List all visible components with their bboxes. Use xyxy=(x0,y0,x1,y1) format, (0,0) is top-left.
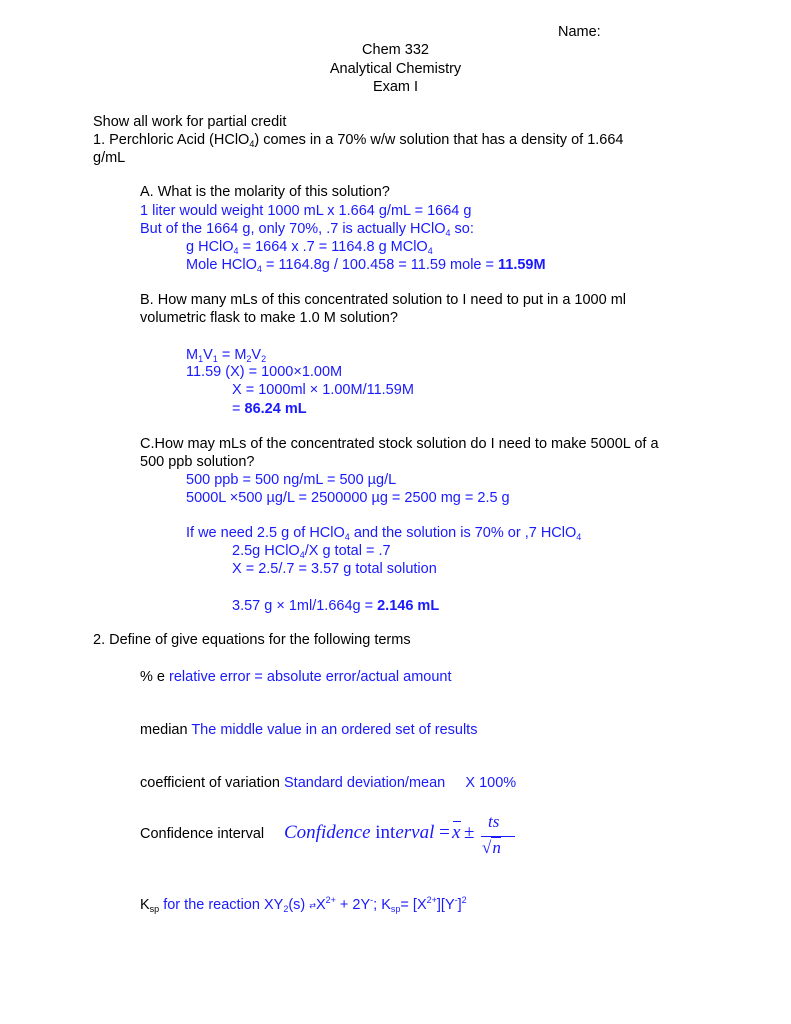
term-confidence-interval: Confidence interval xyxy=(140,826,265,842)
q1a-answer-line: But of the 1664 g, only 70%, .7 is actually HClO$_4$ so: xyxy=(140,221,474,238)
q1b-answer-line: 11.59 (X) = 1000×1.00M xyxy=(186,364,343,380)
q1c-answer-line: 5000L ×500 µg/L = 2500000 µg = 2500 mg = 2.5 g xyxy=(186,490,510,506)
q1a-answer-line: 1 liter would weight 1000 mL x 1.664 g/mL = 1664 g xyxy=(140,203,472,219)
q1c-question: C.How may mLs of the concentrated stock solution do I need to make 5000L of a xyxy=(140,436,659,452)
q1c-final-answer: 2.146 mL xyxy=(377,598,440,614)
exam-title: Exam I xyxy=(372,79,419,95)
q1a-answer-line: Mole HClO$_4$ = 1164.8g / 100.458 = 11.59 mole = 11.59M xyxy=(186,257,546,274)
q1-prompt: 1. Perchloric Acid (HClO$_4$) comes in a 70% w/w solution that has a density of 1.664 xyxy=(93,132,624,149)
term-ksp: $K_{sp}$ for the reaction $XY_2(s)$ $⇄X^{2+} + 2Y^-$; $K_{sp}= [X^{2+}][Y^-]^2$ xyxy=(140,895,467,914)
name-label: Name: xyxy=(558,24,601,40)
q1c-answer-line: 500 ppb = 500 ng/mL = 500 µg/L xyxy=(186,472,397,488)
q1a-answer-line: g HClO$_4$ = 1664 x .7 = 1164.8 g MClO$_4$ xyxy=(186,239,433,256)
q1b-answer-line: X = 1000ml × 1.00M/11.59M xyxy=(232,382,414,398)
q1b-equation: $M_1V_1 = M_2V_2$ xyxy=(186,347,267,364)
q1c-answer-line: 2.5g HClO$_4$/X g total = .7 xyxy=(232,543,391,560)
confidence-interval-formula: Confidence interval = x ± ts √n xyxy=(284,812,520,862)
term-percent-error: % e relative error = absolute error/actual amount xyxy=(140,669,452,685)
q1c-question-cont: 500 ppb solution? xyxy=(140,454,255,470)
q1c-answer-line: X = 2.5/.7 = 3.57 g total solution xyxy=(232,561,437,577)
subject-title: Analytical Chemistry xyxy=(329,61,462,77)
term-coefficient-of-variation: coefficient of variation Standard deviation/mean X 100% xyxy=(140,775,517,791)
q2-prompt: 2. Define of give equations for the following terms xyxy=(93,632,411,648)
q1b-question-cont: volumetric flask to make 1.0 M solution? xyxy=(140,310,398,326)
instructions: Show all work for partial credit xyxy=(93,114,287,130)
q1c-answer-line: 3.57 g × 1ml/1.664g = 2.146 mL xyxy=(232,598,440,614)
q1c-answer-line: If we need 2.5 g of HClO$_4$ and the solution is 70% or ,7 HClO$_4$ xyxy=(186,525,582,542)
q1-prompt-cont: g/mL xyxy=(93,150,126,166)
term-median: median The middle value in an ordered set of results xyxy=(140,722,478,738)
course-title: Chem 332 xyxy=(362,42,429,58)
q1b-question: B. How many mLs of this concentrated solution to I need to put in a 1000 ml xyxy=(140,292,627,308)
q1a-question: A. What is the molarity of this solution? xyxy=(140,184,390,200)
q1a-final-answer: 11.59M xyxy=(498,257,546,273)
q1b-final-answer: 86.24 mL xyxy=(244,401,307,417)
q1b-answer-line: = 86.24 mL xyxy=(232,401,307,417)
